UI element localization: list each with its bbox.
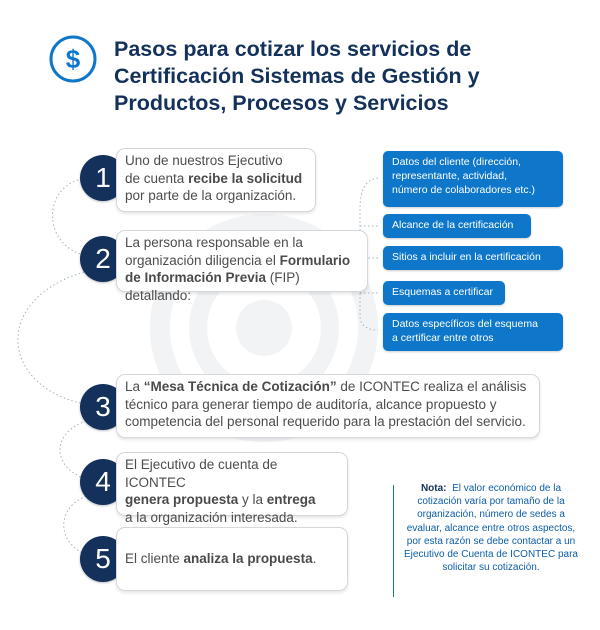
step-5-text bbox=[125, 550, 339, 568]
step-text-line: organización diligencia el Formulario bbox=[125, 252, 351, 268]
step-2-number: 2 bbox=[80, 236, 126, 282]
step-text-line: técnico para generar tiempo de auditoría, alcance propuesto y bbox=[125, 396, 497, 412]
step-text-bold: de Información Previa bbox=[125, 270, 267, 285]
detail-tag-line: Datos del cliente (dirección, bbox=[392, 156, 521, 168]
detail-tag-line: Alcance de la certificación bbox=[392, 219, 514, 231]
detail-tag-sites bbox=[383, 246, 563, 270]
detail-tag-line: Sitios a incluir en la certificación bbox=[392, 251, 541, 263]
step-text-line: a la organización interesada. bbox=[125, 509, 298, 525]
note-divider bbox=[393, 485, 394, 597]
detail-tag-line: Datos específicos del esquema bbox=[392, 318, 538, 330]
svg-text:$: $ bbox=[65, 44, 81, 74]
title-line: Productos, Procesos y Servicios bbox=[114, 91, 449, 115]
step-text-line: El Ejecutivo de cuenta de ICONTEC bbox=[125, 457, 278, 490]
detail-tag-line: a certificar entre otros bbox=[392, 332, 494, 344]
detail-tag-scope bbox=[383, 214, 531, 238]
page-title bbox=[114, 36, 584, 117]
title-line: Certificación Sistemas de Gestión y bbox=[114, 64, 480, 88]
note bbox=[403, 482, 579, 574]
dollar-coin-icon bbox=[48, 34, 98, 84]
step-text-line: de cuenta recibe la solicitud bbox=[125, 170, 303, 186]
step-4-number: 4 bbox=[80, 459, 126, 505]
detail-tag-schemes bbox=[383, 281, 505, 305]
note-label: Nota: bbox=[420, 483, 447, 494]
step-5-box bbox=[116, 527, 348, 591]
step-3-text bbox=[125, 378, 531, 431]
step-2-text bbox=[125, 234, 359, 304]
step-3-number: 3 bbox=[80, 384, 126, 430]
step-4-text bbox=[125, 456, 339, 526]
step-text-bold: recibe la solicitud bbox=[188, 170, 303, 186]
step-text-line: competencia del personal requerido para la prestación del servicio. bbox=[125, 414, 526, 429]
note-text: El valor económico de la cotización varía por tamaño de la organización, número de sedes a evaluar, alcance entre otros aspectos, por esta razón se debe contactar a un Ejecutivo de Cuenta de ICONTEC para solicitar su cotización. bbox=[404, 483, 578, 574]
step-text-line: por parte de la organización. bbox=[125, 188, 297, 203]
step-4-box bbox=[116, 452, 348, 525]
step-1-box bbox=[116, 148, 316, 212]
step-1-number: 1 bbox=[80, 155, 126, 201]
step-5-number: 5 bbox=[80, 536, 126, 582]
step-1-text bbox=[125, 152, 307, 205]
step-text-bold: genera propuesta bbox=[125, 492, 239, 507]
step-text-bold: “Mesa Técnica de Cotización” bbox=[143, 379, 337, 394]
detail-tag-line: Esquemas a certificar bbox=[392, 286, 493, 298]
step-text-bold: analiza la propuesta bbox=[183, 551, 313, 566]
step-text-line: La “Mesa Técnica de Cotización” de ICONTEC realiza el análisis bbox=[125, 379, 527, 394]
step-2-box bbox=[116, 230, 368, 303]
step-text-line: Uno de nuestros Ejecutivo bbox=[125, 153, 283, 168]
detail-tag-scheme-data bbox=[383, 313, 563, 351]
step-text-line: de Información Previa (FIP) detallando: bbox=[125, 270, 300, 303]
detail-tag-line: representante, actividad, bbox=[392, 170, 507, 182]
step-text-line: La persona responsable en la bbox=[125, 235, 303, 250]
detail-tag-line: número de colaboradores etc.) bbox=[392, 184, 535, 196]
step-text-line: genera propuesta y la entrega bbox=[125, 492, 316, 507]
title-line: Pasos para cotizar los servicios de bbox=[114, 37, 472, 61]
step-3-box bbox=[116, 374, 540, 438]
step-text-bold: entrega bbox=[266, 492, 316, 507]
step-text-bold: Formulario bbox=[279, 252, 351, 268]
detail-tag-client-data bbox=[383, 151, 563, 207]
step-text-line: El cliente analiza la propuesta. bbox=[125, 551, 317, 566]
